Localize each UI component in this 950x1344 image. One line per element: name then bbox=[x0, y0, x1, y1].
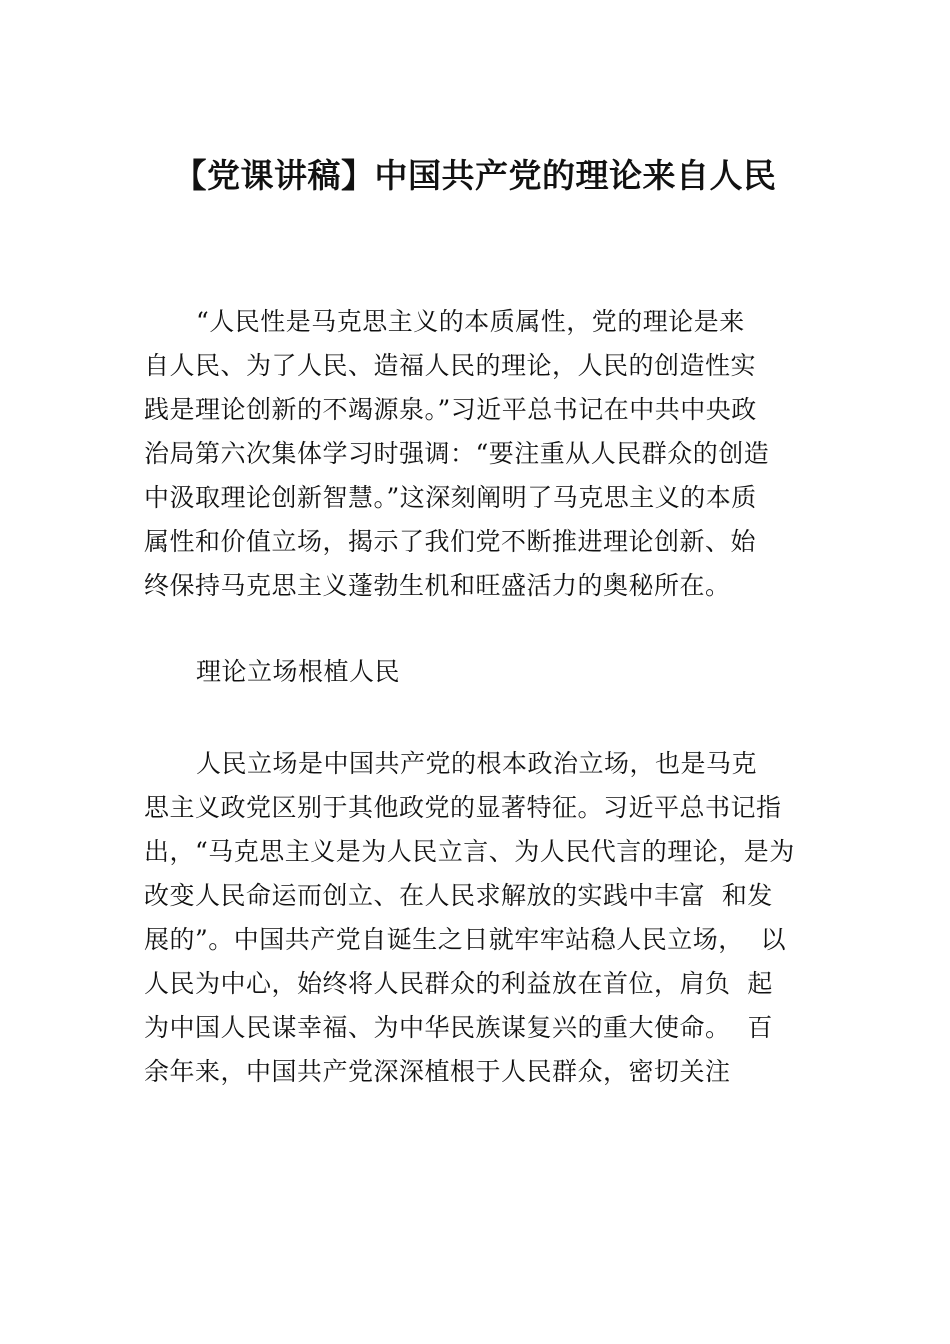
paragraph-people-stance bbox=[144, 742, 834, 1094]
paragraph-line: 人民立场是中国共产党的根本政治立场，也是马克 bbox=[196, 749, 758, 778]
paragraph-line: 人民为中心，始终将人民群众的利益放在首位，肩负 起 bbox=[144, 969, 773, 998]
paragraph-line: 践是理论创新的不竭源泉。”习近平总书记在中共中央政 bbox=[144, 395, 757, 424]
paragraph-line: 自人民、为了人民、造福人民的理论，人民的创造性实 bbox=[144, 351, 757, 380]
paragraph-line: 中汲取理论创新智慧。”这深刻阐明了马克思主义的本质 bbox=[144, 483, 757, 512]
paragraph-line: 改变人民命运而创立、在人民求解放的实践中丰富 和发 bbox=[144, 881, 773, 910]
section-heading-text: 理论立场根植人民 bbox=[196, 657, 401, 686]
section-heading bbox=[144, 650, 834, 694]
document-title: 【党课讲稿】中国共产党的理论来自人民 bbox=[173, 156, 777, 195]
paragraph-line: 治局第六次集体学习时强调：“要注重从人民群众的创造 bbox=[144, 439, 770, 468]
paragraph-line: “人民性是马克思主义的本质属性，党的理论是来 bbox=[196, 307, 745, 336]
paragraph-line: 属性和价值立场，揭示了我们党不断推进理论创新、始 bbox=[144, 527, 757, 556]
paragraph-line: 为中国人民谋幸福、为中华民族谋复兴的重大使命。 百 bbox=[144, 1013, 773, 1042]
paragraph-line: 出，“马克思主义是为人民立言、为人民代言的理论，是为 bbox=[144, 837, 795, 866]
paragraph-intro bbox=[144, 300, 834, 608]
paragraph-line: 终保持马克思主义蓬勃生机和旺盛活力的奥秘所在。 bbox=[144, 571, 731, 600]
paragraph-line: 展的”。中国共产党自诞生之日就牢牢站稳人民立场， 以 bbox=[144, 925, 787, 954]
paragraph-line: 思主义政党区别于其他政党的显著特征。习近平总书记指 bbox=[144, 793, 782, 822]
paragraph-line: 余年来，中国共产党深深植根于人民群众，密切关注 bbox=[144, 1057, 731, 1086]
